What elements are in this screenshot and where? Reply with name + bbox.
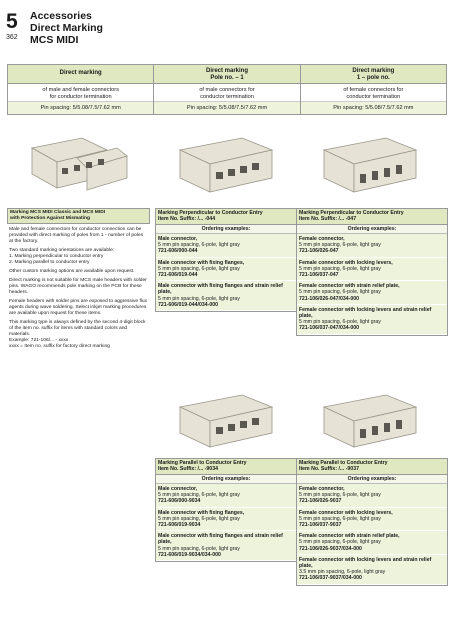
ordering-example: Female connector with locking levers, 5 mm pin spacing, 6-pole, light gray 721-106/037-047 [297,258,447,282]
ordering-example: Female connector with locking levers, 5 mm pin spacing, 6-pole, light gray 721-106/037-9037 [297,508,447,532]
ordering-example: Male connector with fixing flanges, 5 mm pin spacing, 6-pole, light gray 721-606/019-9034 [156,508,296,532]
marking-info-heading: Marking MCS MIDI Classic and MCS MIDI with Protection Against Mismating [7,208,150,224]
ordering-example: Female connector, 5 mm pin spacing, 6-pole, light gray 721-106/026-047 [297,234,447,258]
male-connector-image [172,128,282,198]
ordering-example: Female connector with locking levers and strain relief plate, 3.5 mm pin spacing, 6-pole, light gray 721-106/037-9037/034-000 [297,555,447,585]
ordering-example: Female connector with locking levers and strain relief plate, 5 mm pin spacing, 6-pole, light gray 721-106/037-047/034-000 [297,305,447,335]
overview-heading: Direct marking [59,70,102,76]
overview-col-3: Direct marking 1 – pole no. of female connectors for conductor termination Pin spacing: 5/5.08/7.5/7.62 mm [301,65,447,114]
male-connector-parallel-image [172,385,282,453]
ordering-block-047: Marking Perpendicular to Conductor Entry Item No. Suffix: /... -047 Ordering examples: Female connector, 5 mm pin spacing, 6-pole, light gray 721-106/026-047 Female connector with locking levers, 5 mm pin spacing, 6-pole, light gray 721-106/037-047 Female connector with strain relief plate, 5 mm pin spacing, 6-pole, light gray 721-106/026-047/034-000 Female connector with locking levers and strain relief plate, 5 mm pin spacing, 6-pole, light gray 721-106/037-047/034-000 [296,208,448,336]
female-connector-image [316,128,426,198]
page-title [30,10,103,46]
info-paragraph: Other custom marking options are available upon request. [9,269,135,275]
ordering-example: Male connector with fixing flanges and strain relief plate, 5 mm pin spacing, 6-pole, light gray 721-606/019-9034/034-000 [156,531,296,561]
title-line-3: MCS MIDI [30,34,79,46]
ordering-example: Male connector, 5 mm pin spacing, 6-pole, light gray 721-606/000-9034 [156,484,296,508]
overview-col-1: Direct marking of male and female connectors for conductor termination Pin spacing: 5/5.08/7.5/7.62 mm [8,65,154,114]
info-paragraph: Male and female connectors for conductor connection can be provided with direct marking of poles from 1 - number of poles at the factory. [9,227,144,245]
ordering-block-9034: Marking Parallel to Conductor Entry Item No. Suffix: /... -9034 Ordering examples: Male connector, 5 mm pin spacing, 6-pole, light gray 721-606/000-9034 Male connector with fixing flanges, 5 mm pin spacing, 6-pole, light gray 721-606/019-9034 Male connector with fixing flanges and strain relief plate, 5 mm pin spacing, 6-pole, light gray 721-606/019-9034/034-000 [155,458,297,562]
marking-info [7,208,150,350]
ordering-example: Female connector with strain relief plate, 5 mm pin spacing, 6-pole, light gray 721-106/026-9037/034-000 [297,531,447,555]
info-paragraph: Direct marking is not suitable for MCS male headers with solder pins. WAGO recommends pole marking on the PCB for these headers. [9,278,147,296]
female-connector-parallel-image [316,385,426,453]
ordering-block-9037: Marking Parallel to Conductor Entry Item No. Suffix: /... -9037 Ordering examples: Female connector, 5 mm pin spacing, 6-pole, light gray 721-106/026-9037 Female connector with locking levers, 5 mm pin spacing, 6-pole, light gray 721-106/037-9037 Female connector with strain relief plate, 5 mm pin spacing, 6-pole, light gray 721-106/026-9037/034-000 Female connector with locking levers and strain relief plate, 3.5 mm pin spacing, 6-pole, light gray 721-106/037-9037/034-000 [296,458,448,586]
ordering-example: Male connector with fixing flanges and strain relief plate, 5 mm pin spacing, 6-pole, light gray 721-606/019-044/034-000 [156,281,296,311]
chapter-number: 5 [6,10,18,33]
info-paragraph: Two standard marking orientations are available: 1. Marking perpendicular to conductor entry 2. Marking parallel to conductor entry [9,248,115,266]
pin-spacing: Pin spacing: 5/5.08/7.5/7.62 mm [40,105,121,111]
pin-spacing: Pin spacing: 5/5.08/7.5/7.62 mm [186,105,268,111]
info-paragraph: Female headers with solder pins are exposed to aggressive flux agents during wave soldering. Select inkjet marking procedures are available upon request for these items. [9,299,148,317]
title-line-1: Accessories [30,10,92,22]
direct-marking-overview [7,64,447,115]
pin-spacing: Pin spacing: 5/5.08/7.5/7.62 mm [333,105,414,111]
ordering-example: Male connector with fixing flanges, 5 mm pin spacing, 6-pole, light gray 721-606/019-044 [156,258,296,282]
ordering-example: Female connector with strain relief plate, 5 mm pin spacing, 6-pole, light gray 721-106/026-047/034-000 [297,281,447,305]
ordering-example: Male connector, 5 mm pin spacing, 6-pole, light gray 721-606/000-044 [156,234,296,258]
ordering-block-044: Marking Perpendicular to Conductor Entry Item No. Suffix: /... -044 Ordering examples: Male connector, 5 mm pin spacing, 6-pole, light gray 721-606/000-044 Male connector with fixing flanges, 5 mm pin spacing, 6-pole, light gray 721-606/019-044 Male connector with fixing flanges and strain relief plate, 5 mm pin spacing, 6-pole, light gray 721-606/019-044/034-000 [155,208,297,312]
info-paragraph: This marking type is always defined by the second 4-digit block of the item no. suffix for items with standard colors and materials. Example: 721-106/... - xxxx xxxx = Item no. suffix for factory direct marking [9,320,146,350]
title-line-2: Direct Marking [30,22,103,34]
overview-col-2: Direct marking Pole no. – 1 of male connectors for conductor termination Pin spacing: 5/5.08/7.5/7.62 mm [154,65,300,114]
male-female-connector-image [22,128,132,198]
ordering-example: Female connector, 5 mm pin spacing, 6-pole, light gray 721-106/026-9037 [297,484,447,508]
overview-heading: Direct marking 1 – pole no. [352,68,395,81]
page-number: 362 [6,34,18,41]
overview-heading: Direct marking Pole no. – 1 [205,68,248,81]
